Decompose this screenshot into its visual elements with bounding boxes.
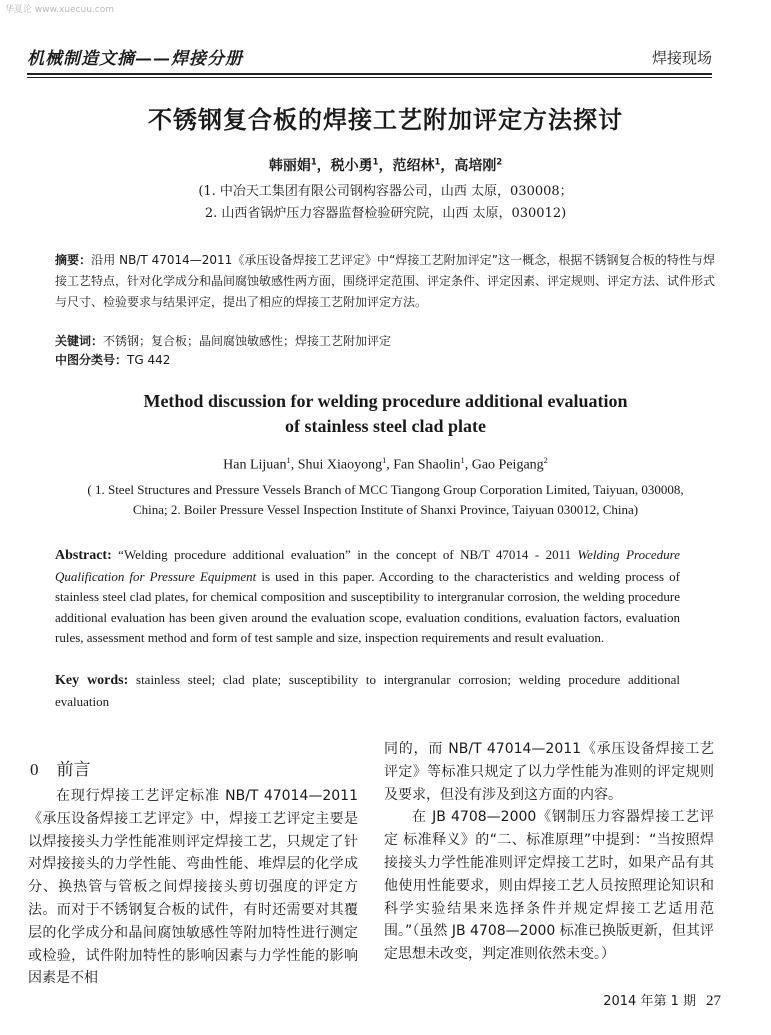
abstract-label: 摘要： <box>55 253 92 267</box>
author-name: Shui Xiaoyong <box>297 457 383 473</box>
paragraph: 在现行焊接工艺评定标准 NB/T 47014—2011《承压设备焊接工艺评定》中，焊接工艺评定主要是以焊接接头力学性能准则评定焊接工艺，只规定了针对焊接接头的力学性能、弯曲性能、堆焊层的化学成分、换热管与管板之间焊接接头剪切强度的评定方法。而对于不锈钢复合板的试件，有时还需要对其覆层的化学成分和晶间腐蚀敏感性等附加特性进行测定或检验，试件附加特性的影响因素与力学性能的影响因素是不相 <box>28 788 358 987</box>
author-sup: 2 <box>543 456 548 465</box>
abstract-english <box>55 545 680 649</box>
keywords-label: 关键词： <box>55 334 104 348</box>
affiliation-chinese-2: 2. 山西省锅炉压力容器监督检验研究院，山西 太原，030012) <box>204 206 567 221</box>
abstract-text: is used in this paper. According to the characteristics and welding process of stainless steel clad plates, for chemical composition and susceptibility to intergranular corrosion, the welding procedure additional evaluation has been given around the evaluation scope, evaluation conditions, evaluation factors, evaluation rules, assessment method and form of test sample and size, inspection requirements and result evaluation. <box>55 568 680 645</box>
author-name: Han Lijuan <box>223 457 287 473</box>
author-sup: 1 <box>310 156 317 167</box>
left-column <box>28 785 358 990</box>
title-english-line: Method discussion for welding procedure additional evaluation <box>143 391 628 411</box>
keywords-label: Key words: <box>55 673 129 688</box>
authors-chinese: 韩丽娟$^1$，税小勇$^1$，范绍林$^1$，高培刚$^2$ <box>268 156 503 174</box>
page-number: 27 <box>706 993 721 1009</box>
keywords-english <box>55 670 680 712</box>
keywords-chinese <box>55 332 391 349</box>
right-column <box>384 738 714 966</box>
abstract-label: Abstract: <box>55 548 112 563</box>
affiliation-english-2: China; 2. Boiler Pressure Vessel Inspection Institute of Shanxi Province, Taiyuan 030012, China) <box>132 502 639 517</box>
page-footer <box>603 990 721 1010</box>
affiliation-english-1: ( 1. Steel Structures and Pressure Vessels Branch of MCC Tiangong Group Corporation Limited, Taiyuan, 030008, <box>87 482 684 497</box>
authors-english: Han Lijuan$^1$, Shui Xiaoyong$^1$, Fan Shaolin$^1$, Gao Peigang$^2$ <box>223 456 548 473</box>
classification-number <box>55 351 170 368</box>
title-english <box>0 389 771 439</box>
journal-name: 机械制造文摘——焊接分册 <box>27 49 243 69</box>
abstract-chinese <box>55 250 715 313</box>
section-heading <box>30 755 91 780</box>
header-rule <box>27 73 712 75</box>
title-chinese: 不锈钢复合板的焊接工艺附加评定方法探讨 <box>148 106 623 134</box>
title-english-line: of stainless steel clad plate <box>285 416 486 436</box>
abstract-text: 沿用 NB/T 47014—2011《承压设备焊接工艺评定》中“焊接工艺附加评定”这一概念，根据不锈钢复合板的特性与焊接工艺特点，针对化学成分和晶间腐蚀敏感性两方面，围绕评定范围、评定条件、评定因素、评定规则、评定方法、试件形式与尺寸、检验要求与结果评定，提出了相应的焊接工艺附加评定方法。 <box>55 253 716 309</box>
paragraph: 在 JB 4708—2000《钢制压力容器焊接工艺评定 标准释义》的“二、标准原理”中提到：“当按照焊接接头力学性能准则评定焊接工艺时，如果产品有其他使用性能要求，则由焊接工艺人员按照理论知识和科学实验结果来选择条件并规定焊接工艺适用范围。”（虽然 JB 4708—2000 标准已换版更新，但其评定思想未改变，判定准则依然未变。） <box>384 809 714 963</box>
author-name: 税小勇 <box>330 158 373 174</box>
section-number: 0 <box>30 760 39 779</box>
keywords-text: stainless steel; clad plate; susceptibility to intergranular corrosion; welding procedure additional evaluation <box>55 672 681 709</box>
abstract-text: “Welding procedure additional evaluation” in the concept of NB/T 47014 - 2011 <box>111 547 578 562</box>
author-sup: 2 <box>496 156 503 167</box>
watermark: 华夏论 www.xuecuu.com <box>5 5 114 15</box>
standard-title: Welding Procedure Qualification for Pressure Equipment <box>55 547 680 584</box>
author-name: 高培刚 <box>454 158 497 174</box>
classification-text: TG 442 <box>127 353 171 367</box>
column-name: 焊接现场 <box>651 49 712 67</box>
affiliation-chinese-1: (1. 中冶天工集团有限公司钢构容器公司，山西 太原，030008； <box>198 184 573 199</box>
paragraph: 同的，而 NB/T 47014—2011《承压设备焊接工艺评定》等标准只规定了以力学性能为准则的评定规则及要求，但没有涉及到这方面的内容。 <box>384 741 714 803</box>
issue-label: 2014 年第 1 期 <box>603 994 696 1009</box>
author-name: 范绍林 <box>392 158 435 174</box>
classification-label: 中图分类号： <box>55 353 128 367</box>
author-sup: 1 <box>372 156 379 167</box>
author-name: Fan Shaolin <box>393 457 461 473</box>
header-rule-thin <box>27 77 712 78</box>
author-sup: 1 <box>434 156 441 167</box>
author-sup: 1 <box>382 456 387 465</box>
keywords-text: 不锈钢；复合板；晶间腐蚀敏感性；焊接工艺附加评定 <box>103 334 392 348</box>
author-sup: 1 <box>286 456 291 465</box>
section-title: 前言 <box>56 760 91 780</box>
author-sup: 1 <box>460 456 465 465</box>
author-name: 韩丽娟 <box>268 158 311 174</box>
author-name: Gao Peigang <box>471 457 544 473</box>
